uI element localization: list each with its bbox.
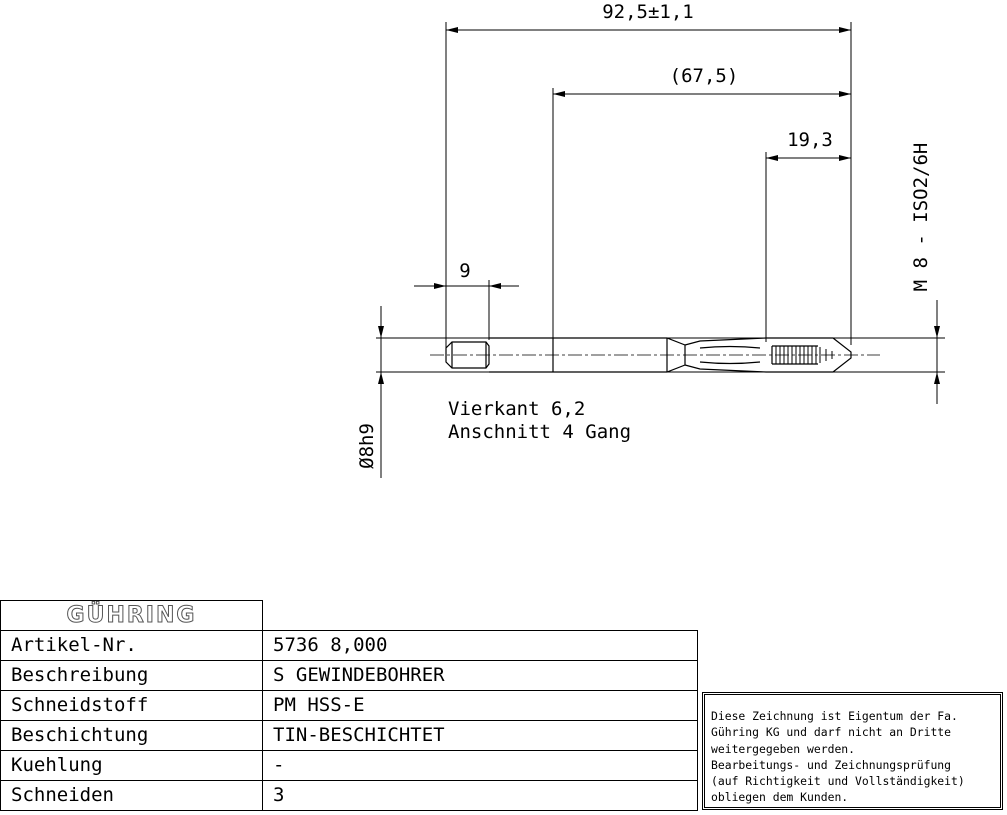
table-row	[1, 721, 698, 751]
disclaimer-line: obliegen dem Kunden.	[711, 790, 849, 805]
guehring-logo: GÜHRING	[66, 603, 197, 628]
row-value: S GEWINDEBOHRER	[263, 661, 698, 691]
row-label: Beschreibung	[1, 661, 263, 691]
row-label: Schneidstoff	[1, 691, 263, 721]
logo-row	[1, 601, 698, 631]
disclaimer-line: weitergegeben werden.	[711, 741, 856, 756]
disclaimer-line: (auf Richtigkeit und Vollständigkeit)	[711, 774, 965, 789]
row-label: Artikel-Nr.	[1, 631, 263, 661]
row-value: TIN-BESCHICHTET	[263, 721, 698, 751]
disclaimer-line: Bearbeitungs- und Zeichnungsprüfung	[711, 757, 952, 772]
spec-table	[0, 600, 698, 811]
row-value: -	[263, 751, 698, 781]
row-label: Beschichtung	[1, 721, 263, 751]
note-chamfer: Anschnitt 4 Gang	[448, 421, 632, 443]
note-square: Vierkant 6,2	[448, 398, 586, 420]
extension-lines	[376, 22, 945, 372]
row-value: 5736 8,000	[263, 631, 698, 661]
table-row	[1, 781, 698, 811]
row-value: PM HSS-E	[263, 691, 698, 721]
table-row	[1, 751, 698, 781]
dim-square-length: 9	[459, 260, 471, 282]
disclaimer-line: Gühring KG und darf nicht an Dritte	[711, 725, 952, 740]
shank-diameter: Ø8h9	[356, 423, 378, 469]
row-label: Schneiden	[1, 781, 263, 811]
table-row	[1, 661, 698, 691]
disclaimer-box	[702, 692, 1003, 810]
thread-spec: M 8 - ISO2/6H	[910, 142, 932, 292]
row-label: Kuehlung	[1, 751, 263, 781]
logo-cell	[1, 601, 263, 631]
disclaimer-line: Diese Zeichnung ist Eigentum der Fa.	[711, 709, 958, 723]
table-row	[1, 631, 698, 661]
dim-shank-length: (67,5)	[669, 65, 739, 87]
dim-overall-length: 92,5±1,1	[602, 1, 694, 23]
row-value: 3	[263, 781, 698, 811]
dim-thread-length: 19,3	[787, 129, 833, 151]
table-row	[1, 691, 698, 721]
